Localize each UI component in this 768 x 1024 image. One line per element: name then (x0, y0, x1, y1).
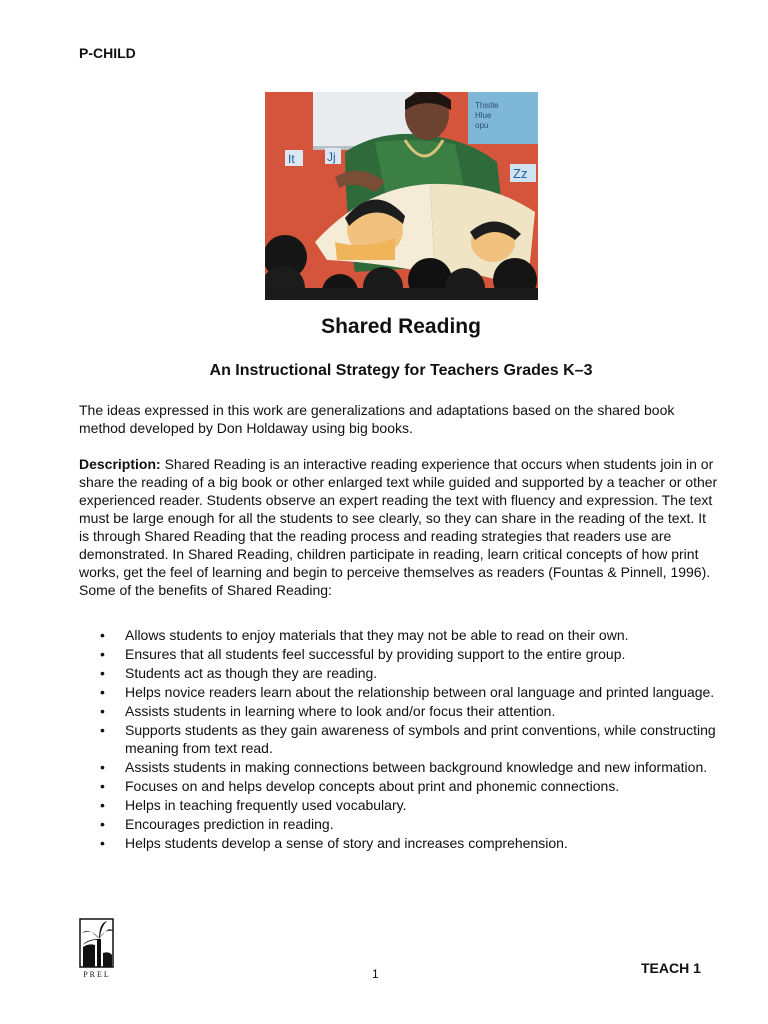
bullet-icon: • (100, 665, 105, 681)
description-text: Shared Reading is an interactive reading experience that occurs when students join in or share the reading of a big book or other enlarged text while guided and supported by a teacher or other experienced reader. Students observe an expert reading the text with fluency and expression. The text must be large enough for all the students to see clearly, so they can share in the reading of the text. It is through Shared Reading that the reading process and reading strategies that readers use are demonstrated. In Shared Reading, children participate in reading, learn critical concepts of how print works, get the feel of learning and begin to perceive themselves as readers (Fountas & Pinnell, 1996). Some of the benefits of Shared Reading: (79, 456, 718, 598)
list-item: • Helps students develop a sense of story and increases comprehension. (100, 835, 568, 851)
bullet-icon: • (100, 627, 105, 643)
list-item: • Supports students as they gain awareness of symbols and print conventions, while constructing meaning from text read. (100, 722, 716, 756)
page-number: 1 (372, 967, 379, 981)
letter-card: Jj (327, 150, 336, 164)
prel-logo (79, 917, 115, 979)
logo-text: PREL (83, 970, 111, 979)
bullet-icon: • (100, 835, 105, 851)
bullet-icon: • (100, 816, 105, 832)
bullet-icon: • (100, 722, 105, 738)
document-subtitle: An Instructional Strategy for Teachers Grades K–3 (209, 362, 593, 379)
poster-text: Thistle (475, 101, 499, 110)
footer-label: TEACH 1 (641, 960, 701, 976)
benefits-list (79, 626, 719, 853)
classroom-photo (265, 92, 538, 300)
description-paragraph (79, 455, 719, 599)
bullet-icon: • (100, 759, 105, 775)
bullet-icon: • (100, 778, 105, 794)
bullet-icon: • (100, 797, 105, 813)
bullet-icon: • (100, 684, 105, 700)
bullet-icon: • (100, 703, 105, 719)
list-item: • Encourages prediction in reading. (100, 816, 334, 832)
bullet-icon: • (100, 646, 105, 662)
poster-text: Hlue (475, 111, 492, 120)
list-item: • Focuses on and helps develop concepts about print and phonemic connections. (100, 778, 620, 794)
list-item: • Helps novice readers learn about the relationship between oral language and printed language. (100, 684, 715, 700)
list-item: • Ensures that all students feel successful by providing support to the entire group. (100, 646, 626, 662)
letter-card: It (288, 152, 295, 166)
letter-card: Zz (513, 166, 528, 181)
list-item: • Helps in teaching frequently used vocabulary. (100, 797, 407, 813)
document-title: Shared Reading (321, 315, 481, 338)
intro-paragraph: The ideas expressed in this work are generalizations and adaptations based on the shared book method developed by Don Holdaway using big books. (79, 402, 675, 436)
list-item: • Students act as though they are reading. (100, 665, 378, 681)
list-item: • Assists students in learning where to look and/or focus their attention. (100, 703, 556, 719)
header-label: P-CHILD (79, 45, 136, 61)
list-item: • Allows students to enjoy materials that they may not be able to read on their own. (100, 627, 629, 643)
description-label: Description: (79, 456, 161, 472)
list-item: • Assists students in making connections between background knowledge and new information. (100, 759, 708, 775)
poster-text: opu (475, 121, 489, 130)
